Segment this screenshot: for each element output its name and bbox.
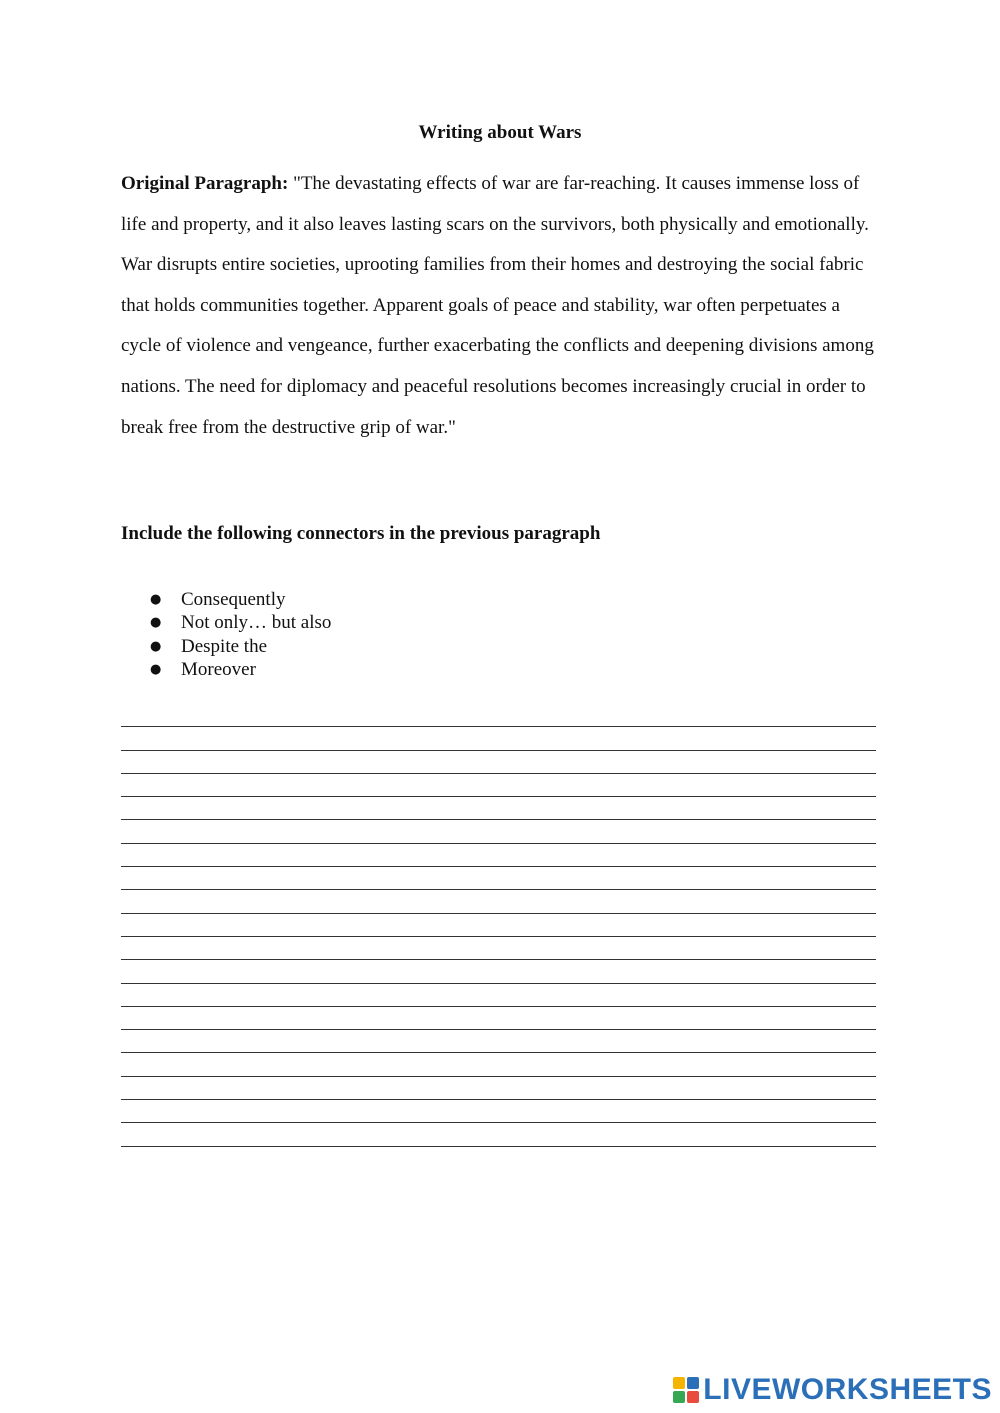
paragraph-text: "The devastating effects of war are far-reaching. It causes immense loss of life and property, and it also leaves lasting scars on the survivors, both physically and emotionally. War disrupts entire societies, uprooting families from their homes and destroying the social fabric that holds communities together. Apparent goals of peace and stability, war often perpetuates a cycle of violence and vengeance, further exacerbating the conflicts and deepening divisions among nations. The need for diplomacy and peaceful resolutions becomes increasingly crucial in order to break free from the destructive grip of war." xyxy=(121,173,874,438)
liveworksheets-logo-icon xyxy=(673,1377,699,1403)
list-item xyxy=(150,658,331,681)
writing-line[interactable] xyxy=(121,1077,876,1100)
bullet-icon: ● xyxy=(150,592,162,607)
logo-square xyxy=(673,1377,685,1389)
writing-area[interactable] xyxy=(121,704,876,1147)
logo-square xyxy=(673,1391,685,1403)
writing-line[interactable] xyxy=(121,844,876,867)
list-item xyxy=(150,588,331,611)
writing-line[interactable] xyxy=(121,984,876,1007)
writing-line[interactable] xyxy=(121,1007,876,1030)
brand-watermark xyxy=(673,1375,992,1405)
connector-label: Despite the xyxy=(181,635,268,657)
writing-line[interactable] xyxy=(121,774,876,797)
writing-line[interactable] xyxy=(121,914,876,937)
connectors-list xyxy=(150,588,331,681)
writing-line[interactable] xyxy=(121,820,876,843)
writing-line[interactable] xyxy=(121,797,876,820)
writing-line[interactable] xyxy=(121,704,876,727)
connector-label: Consequently xyxy=(181,589,286,610)
page-title: Writing about Wars xyxy=(418,122,582,143)
writing-line[interactable] xyxy=(121,867,876,890)
writing-line[interactable] xyxy=(121,727,876,750)
writing-line[interactable] xyxy=(121,1030,876,1053)
original-paragraph xyxy=(121,164,881,448)
logo-square xyxy=(687,1377,699,1389)
connector-label: Moreover xyxy=(181,658,256,680)
writing-line[interactable] xyxy=(121,1100,876,1123)
writing-line[interactable] xyxy=(121,890,876,913)
writing-line[interactable] xyxy=(121,751,876,774)
writing-line[interactable] xyxy=(121,960,876,983)
list-item xyxy=(150,635,331,658)
instruction-heading: Include the following connectors in the previous paragraph xyxy=(121,523,601,544)
bullet-icon: ● xyxy=(150,638,162,654)
list-item xyxy=(150,611,331,634)
brand-name: LIVEWORKSHEETS xyxy=(703,1373,992,1406)
paragraph-label: Original Paragraph: xyxy=(121,173,289,194)
bullet-icon: ● xyxy=(150,615,162,631)
bullet-icon: ● xyxy=(150,661,162,677)
writing-line[interactable] xyxy=(121,937,876,960)
writing-line[interactable] xyxy=(121,1123,876,1146)
writing-line[interactable] xyxy=(121,1053,876,1076)
connector-label: Not only… but also xyxy=(181,612,332,634)
logo-square xyxy=(687,1391,699,1403)
